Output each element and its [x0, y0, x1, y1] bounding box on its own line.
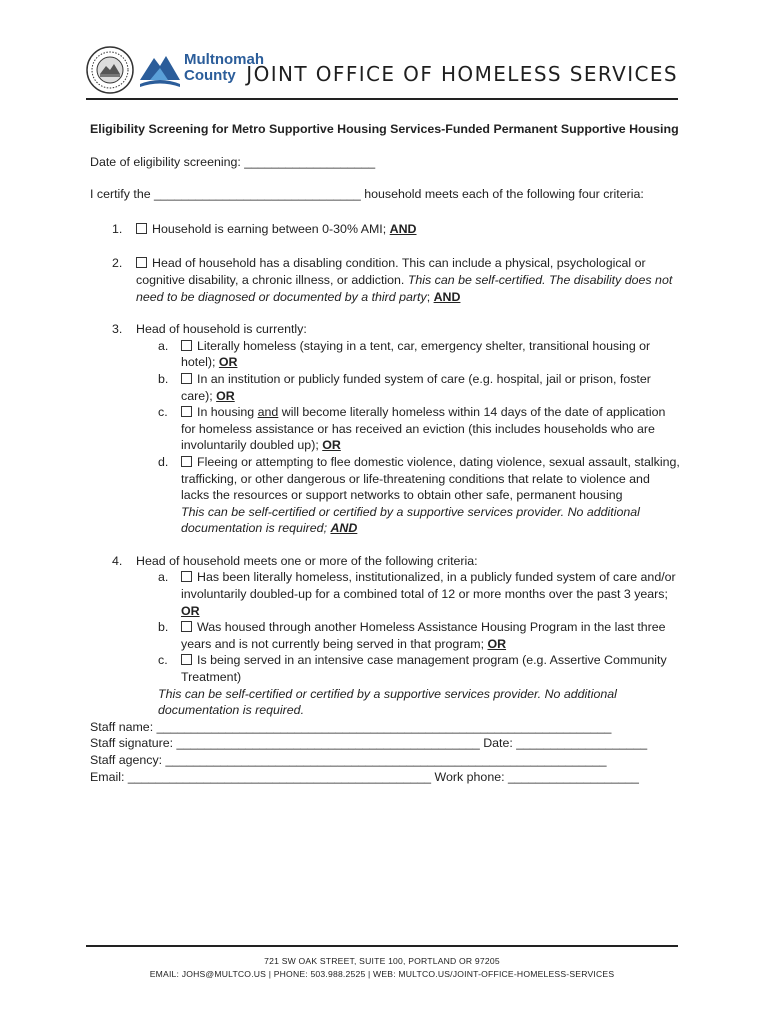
item-italic-note: This can be self-certified. The disability does not need to be diagnosed or documented by a third party: [136, 272, 673, 304]
item-number: 1.: [112, 221, 123, 236]
sub-item-3a: [90, 338, 680, 371]
checkbox[interactable]: [181, 621, 192, 632]
criteria-item-2: 2. Head of household has a disabling condition. This can include a physical, psychological or cognitive disability, a chronic illness, or addiction. This can be self-certified. The disability does not need to be diagnosed or documented by a third party; AND: [112, 256, 673, 304]
sub-letter: c.: [158, 405, 168, 420]
or-label: OR: [216, 388, 235, 403]
checkbox[interactable]: [181, 654, 192, 665]
staff-name-field[interactable]: Staff name: __________________________________________________________________: [90, 719, 612, 734]
item-number: 2.: [112, 256, 123, 271]
date-of-screening-field[interactable]: Date of eligibility screening: ___________________: [90, 154, 376, 169]
email-workphone-field[interactable]: Email: ____________________________________________ Work phone: ___________________: [90, 769, 639, 784]
checkbox[interactable]: [181, 406, 192, 417]
sub-letter: a.: [158, 570, 169, 585]
sub-item-3d: [90, 454, 680, 504]
item-text: Household is earning between 0-30% AMI;: [152, 221, 390, 236]
checkbox[interactable]: [181, 373, 192, 384]
checkbox[interactable]: [136, 257, 147, 268]
header-divider: [86, 98, 678, 100]
footer-address: 721 SW OAK STREET, SUITE 100, PORTLAND OR 97205: [264, 956, 500, 966]
checkbox[interactable]: [181, 456, 192, 467]
checkbox[interactable]: [136, 223, 147, 234]
document-body: [90, 121, 680, 785]
checkbox[interactable]: [181, 571, 192, 582]
footer-contact: EMAIL: JOHS@MULTCO.US | PHONE: 503.988.2525 | WEB: MULTCO.US/JOINT-OFFICE-HOMELESS-SERVICES: [149, 969, 615, 979]
sub-text: Fleeing or attempting to flee domestic violence, dating violence, sexual assault, stalking, trafficking, or other dangerous or life-threatening conditions that relate to violence and lacks the resources or support networks to obtain other safe, permanent housing: [181, 454, 680, 503]
sub-text: Has been literally homeless, institutionalized, in a publicly funded system of care and/or involuntarily doubled-up for a combined total of 12 or more months over the past 3 years;: [181, 570, 676, 602]
staff-agency-field[interactable]: Staff agency: ________________________________________________________________: [90, 753, 607, 767]
county-seal-icon: [86, 46, 134, 94]
document-title: Eligibility Screening for Metro Supportive Housing Services-Funded Permanent Supportive Housing: [90, 122, 679, 136]
and-label: AND: [330, 521, 358, 536]
criteria-item-4: [90, 553, 680, 570]
item-text: Head of household is currently:: [136, 322, 307, 337]
sub-text-cont: will become literally homeless within 14 days of the date of application for homeless assistance or has received an eviction (this includes households who are involuntarily doubled up);: [181, 405, 666, 453]
sub-letter: c.: [158, 653, 168, 668]
sub-item-4c: [90, 652, 680, 685]
staff-signature-date-field[interactable]: Staff signature: ____________________________________________ Date: ___________________: [90, 736, 648, 751]
sub-item-4a: [90, 569, 680, 619]
or-label: OR: [487, 636, 507, 651]
logo-text-multnomah: Multnomah: [184, 51, 264, 68]
criteria-item-1: [90, 221, 680, 238]
sub-item-3b: [90, 371, 680, 404]
mountain-logo-icon: [138, 50, 182, 90]
footer-divider: [86, 945, 678, 947]
office-title: JOINT OFFICE OF HOMELESS SERVICES: [246, 62, 678, 86]
sub-letter: b.: [158, 620, 169, 635]
and-emphasis: and: [257, 405, 279, 420]
and-label: AND: [389, 221, 417, 236]
note-text: This can be self-certified or certified by a supportive services provider. No additional documentation is required;: [181, 504, 640, 536]
criteria-item-3: [90, 321, 680, 338]
item-3-note: [90, 504, 680, 537]
page-footer: [86, 955, 678, 981]
sub-text: In an institution or publicly funded system of care (e.g. hospital, jail or prison, foster care);: [181, 371, 651, 403]
sub-item-4b: [90, 619, 680, 652]
or-label: OR: [322, 438, 341, 453]
page-header: [86, 44, 678, 100]
certify-statement: I certify the ______________________________ household meets each of the following four criteria:: [90, 187, 644, 202]
and-label: AND: [433, 289, 461, 304]
checkbox[interactable]: [181, 340, 192, 351]
sub-letter: d.: [158, 454, 169, 469]
sub-letter: a.: [158, 338, 169, 353]
item-number: 4.: [112, 553, 123, 568]
item-number: 3.: [112, 322, 123, 337]
sub-item-3c: [90, 404, 680, 454]
or-label: OR: [181, 603, 200, 618]
item-text: Head of household meets one or more of the following criteria:: [136, 553, 478, 568]
sub-text: Was housed through another Homeless Assistance Housing Program in the last three years and is not currently being served in that program;: [181, 620, 666, 651]
item-text: Head of household has a disabling condition. This can include a physical, psychological or cognitive disability, a chronic illness, or addiction.: [136, 256, 646, 287]
sub-text: In housing: [197, 405, 258, 420]
logo-text-county: County: [184, 67, 236, 84]
item-4-note: This can be self-certified or certified by a supportive services provider. No additional documentation is required.: [158, 686, 617, 718]
sub-letter: b.: [158, 371, 169, 386]
or-label: OR: [218, 355, 238, 370]
sub-text: Is being served in an intensive case management program (e.g. Assertive Community Treatment): [181, 653, 667, 685]
sub-text: Literally homeless (staying in a tent, car, emergency shelter, transitional housing or hotel);: [181, 338, 651, 370]
